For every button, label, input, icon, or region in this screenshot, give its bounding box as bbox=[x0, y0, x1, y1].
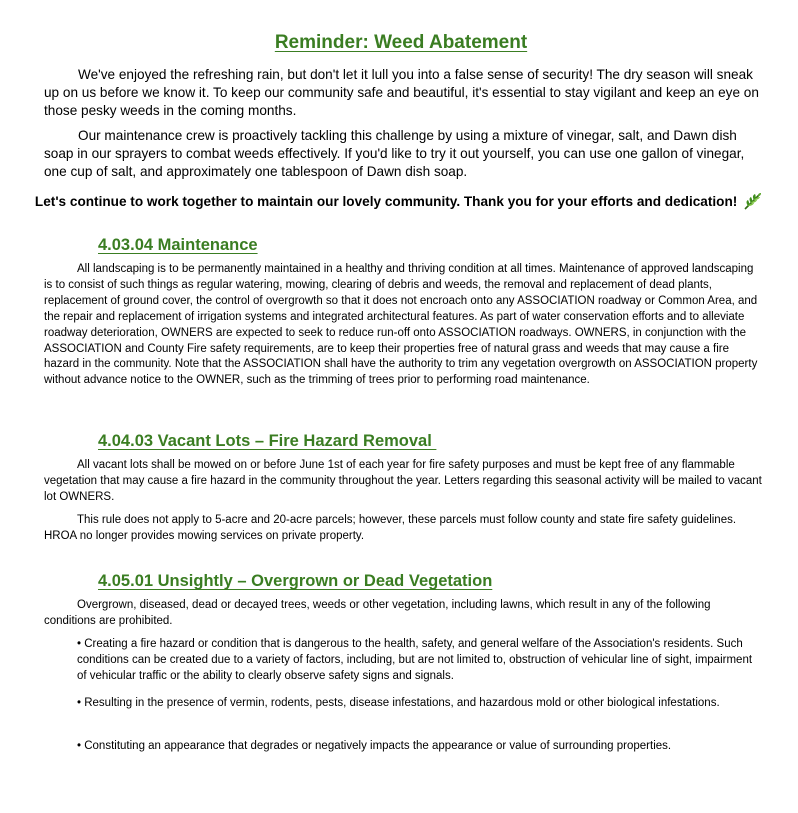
intro-paragraph-1: We've enjoyed the refreshing rain, but don't let it lull you into a false sense of security! The dry season will sneak up on us before we know it. To keep our community safe and beautiful, it's essential to stay vigilant and keep an eye on those pesky weeds in the coming months. bbox=[44, 67, 759, 119]
section-heading-unsightly: 4.05.01 Unsightly – Overgrown or Dead Vegetation bbox=[98, 572, 493, 590]
unsightly-paragraph: Overgrown, diseased, dead or decayed trees, weeds or other vegetation, including lawns, which result in any of the following conditions are prohibited. bbox=[44, 599, 711, 627]
bullet-marker: • bbox=[77, 697, 82, 709]
intro-paragraph-2: Our maintenance crew is proactively tackling this challenge by using a mixture of vinegar, salt, and Dawn dish soap in our sprayers to combat weeds effectively. If you'd like to try it out yourself, you can use one gallon of vinegar, one cup of salt, and approximately one tablespoon of Dawn dish soap. bbox=[44, 128, 745, 180]
list-item-text: Constituting an appearance that degrades or negatively impacts the appearance or value of surrounding properties. bbox=[84, 740, 672, 752]
bullet-marker: • bbox=[77, 638, 82, 650]
leaf-icon bbox=[743, 192, 763, 210]
list-item-text: Resulting in the presence of vermin, rodents, pests, disease infestations, and hazardous mold or other biological infestations. bbox=[84, 697, 720, 709]
vacant-lots-paragraph-1: All vacant lots shall be mowed on or before June 1st of each year for fire safety purposes and must be kept free of any flammable vegetation that may cause a fire hazard in the community throughout the year. Letters regarding this seasonal activity will be mailed to vacant lot OWNERS. bbox=[44, 459, 762, 503]
section-heading-vacant-lots: 4.04.03 Vacant Lots – Fire Hazard Removal bbox=[98, 432, 437, 450]
callout-text: Let's continue to work together to maintain our lovely community. Thank you for your efforts and dedication! bbox=[34, 194, 738, 209]
page-title: Reminder: Weed Abatement bbox=[274, 32, 528, 53]
maintenance-paragraph: All landscaping is to be permanently maintained in a healthy and thriving condition at all times. Maintenance of approved landscaping is to consist of such things as regular watering, mowing, clearing of debris and weeds, the removal and replacement of dead plants, replacement of ground cover, the control of overgrowth so that it does not encroach onto any ASSOCIATION roadway or Common Area, and the repair and replacement of irrigation systems and integrated architectural features. As part of water conservation efforts and to alleviate roadway deterioration, OWNERS are expected to seek to reduce run-off onto ASSOCIATION roadways. OWNERS, in conjunction with the ASSOCIATION and County Fire safety requirements, are to keep their properties free of natural grass and weeds that may cause a fire hazard in the community. Note that the ASSOCIATION shall have the authority to trim any vegetation overgrowth on ASSOCIATION property without advance notice to the OWNER, such as the trimming of trees prior to performing road maintenance. bbox=[44, 263, 758, 387]
bullet-marker: • bbox=[77, 740, 82, 752]
list-item bbox=[77, 696, 757, 712]
section-heading-maintenance: 4.03.04 Maintenance bbox=[98, 236, 258, 254]
callout-line bbox=[0, 192, 798, 211]
vacant-lots-paragraph-2: This rule does not apply to 5-acre and 20-acre parcels; however, these parcels must follow county and state fire safety guidelines. HROA no longer provides mowing services on private property. bbox=[44, 514, 737, 542]
list-item-text: Creating a fire hazard or condition that is dangerous to the health, safety, and general welfare of the Association's residents. Such conditions can be created due to a variety of factors, including, but are not limited to, obstruction of vehicular line of sight, impairment of vehicular traffic or the ability to clearly observe safety signs and signals. bbox=[77, 638, 753, 682]
list-item bbox=[77, 739, 757, 755]
list-item bbox=[77, 637, 757, 685]
